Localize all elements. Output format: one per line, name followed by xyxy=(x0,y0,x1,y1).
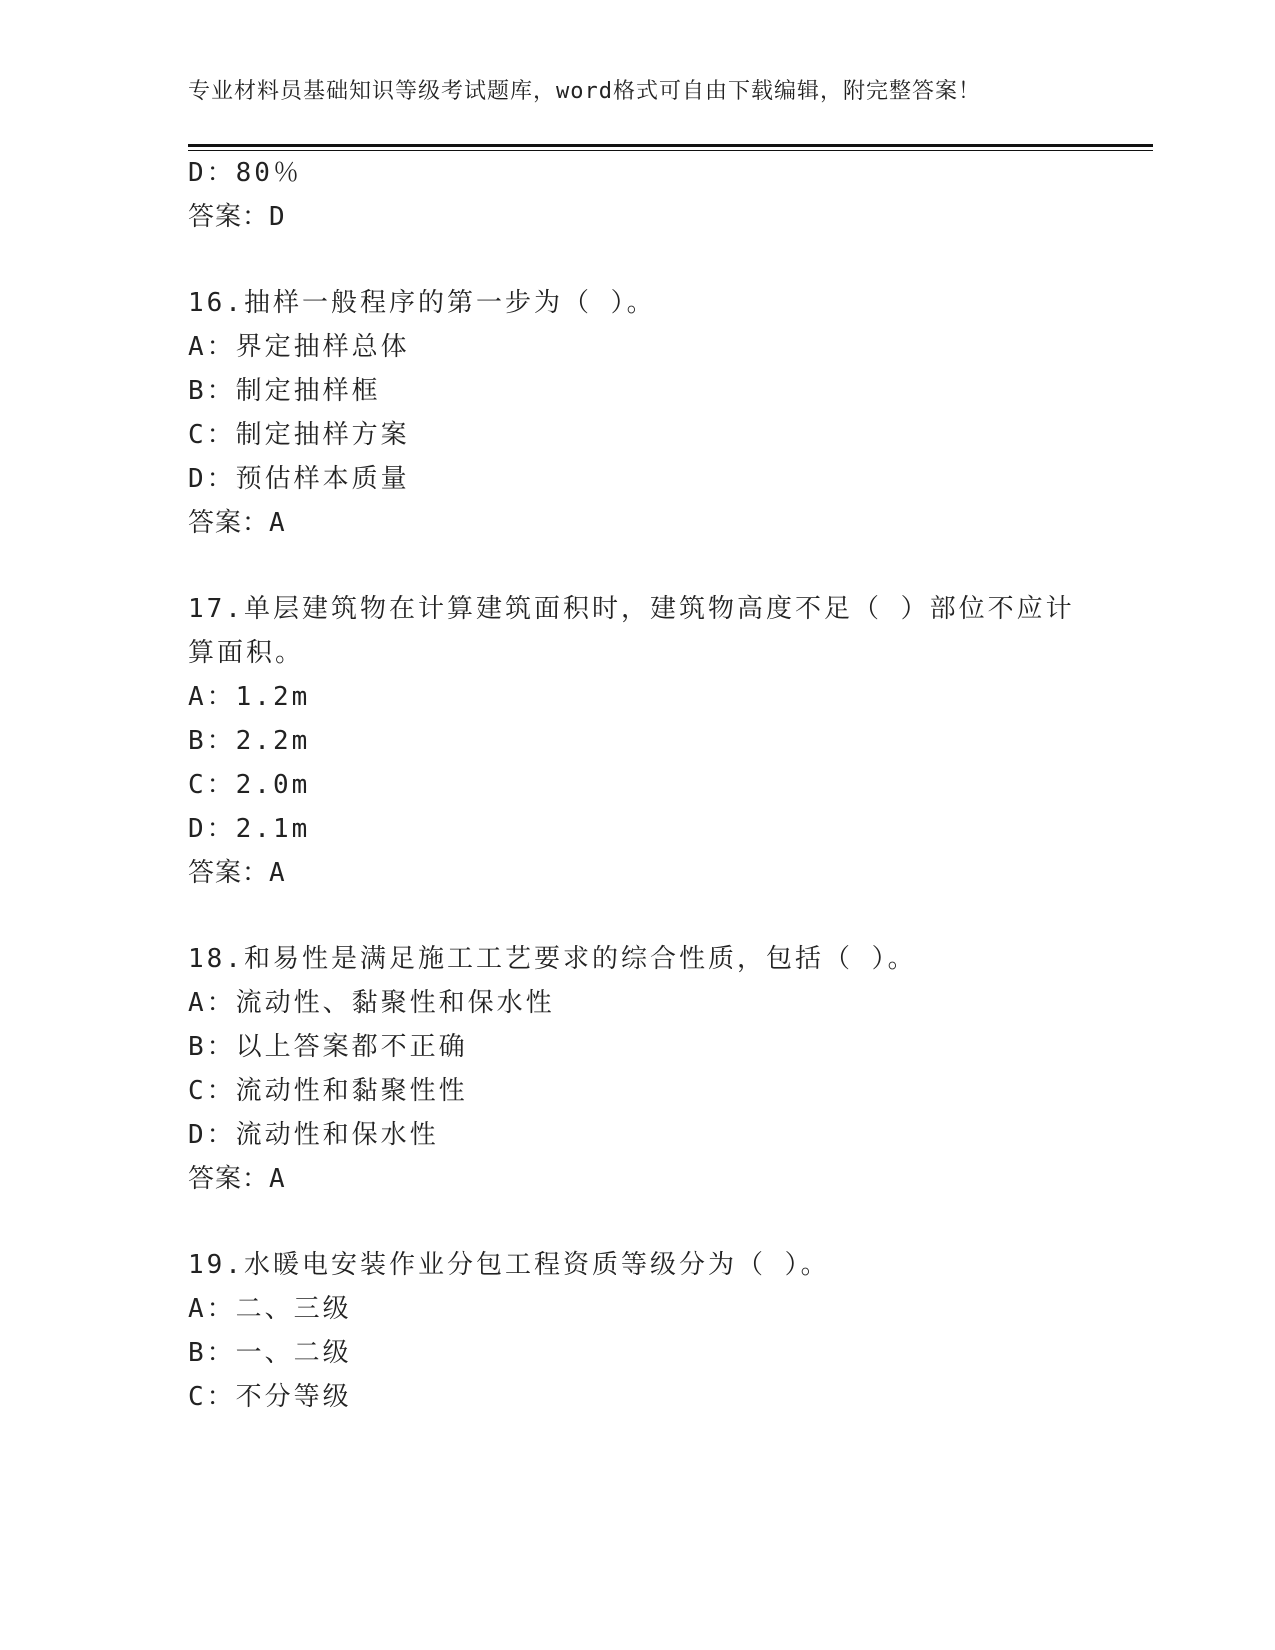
page-header: 专业材料员基础知识等级考试题库，word格式可自由下载编辑，附完整答案！ xyxy=(188,79,981,104)
q16-option-b: B：制定抽样框 xyxy=(188,376,381,406)
q17-answer xyxy=(188,858,286,888)
q18-option-a: A：流动性、黏聚性和保水性 xyxy=(188,988,555,1018)
q19-question: 19.水暖电安装作业分包工程资质等级分为（ ）。 xyxy=(188,1250,830,1280)
answer-label: 答案： xyxy=(188,858,270,888)
answer-label: 答案： xyxy=(188,202,270,232)
q18-option-b: B：以上答案都不正确 xyxy=(188,1032,468,1062)
q17-option-b: B：2.2m xyxy=(188,726,311,756)
q17-option-a: A：1.2m xyxy=(188,682,311,712)
answer-value: A xyxy=(269,858,286,888)
q19-option-b: B：一、二级 xyxy=(188,1338,352,1368)
answer-value: D xyxy=(269,202,286,232)
q19-option-a: A：二、三级 xyxy=(188,1294,352,1324)
answer-value: A xyxy=(269,1164,286,1194)
answer-value: A xyxy=(269,508,286,538)
q16-option-c: C：制定抽样方案 xyxy=(188,420,410,450)
q16-answer xyxy=(188,508,286,538)
header-rule-thin xyxy=(188,150,1153,151)
q19-option-c: C：不分等级 xyxy=(188,1382,352,1412)
q18-question: 18.和易性是满足施工工艺要求的综合性质，包括（ ）。 xyxy=(188,944,917,974)
q16-option-a: A：界定抽样总体 xyxy=(188,332,410,362)
q18-option-c: C：流动性和黏聚性性 xyxy=(188,1076,468,1106)
q16-question: 16.抽样一般程序的第一步为（ ）。 xyxy=(188,288,656,318)
q17-option-d: D：2.1m xyxy=(188,814,311,844)
header-rule-thick xyxy=(188,144,1153,147)
q17-option-c: C：2.0m xyxy=(188,770,311,800)
q18-answer xyxy=(188,1164,286,1194)
q18-option-d: D：流动性和保水性 xyxy=(188,1120,439,1150)
q17-question-line2: 算面积。 xyxy=(188,638,305,668)
answer-label: 答案： xyxy=(188,1164,270,1194)
q15-option-d: D：80％ xyxy=(188,158,302,188)
answer-label: 答案： xyxy=(188,508,270,538)
q17-question-line1: 17.单层建筑物在计算建筑面积时，建筑物高度不足（ ）部位不应计 xyxy=(188,594,1075,624)
q15-answer xyxy=(188,202,286,232)
q16-option-d: D：预估样本质量 xyxy=(188,464,410,494)
